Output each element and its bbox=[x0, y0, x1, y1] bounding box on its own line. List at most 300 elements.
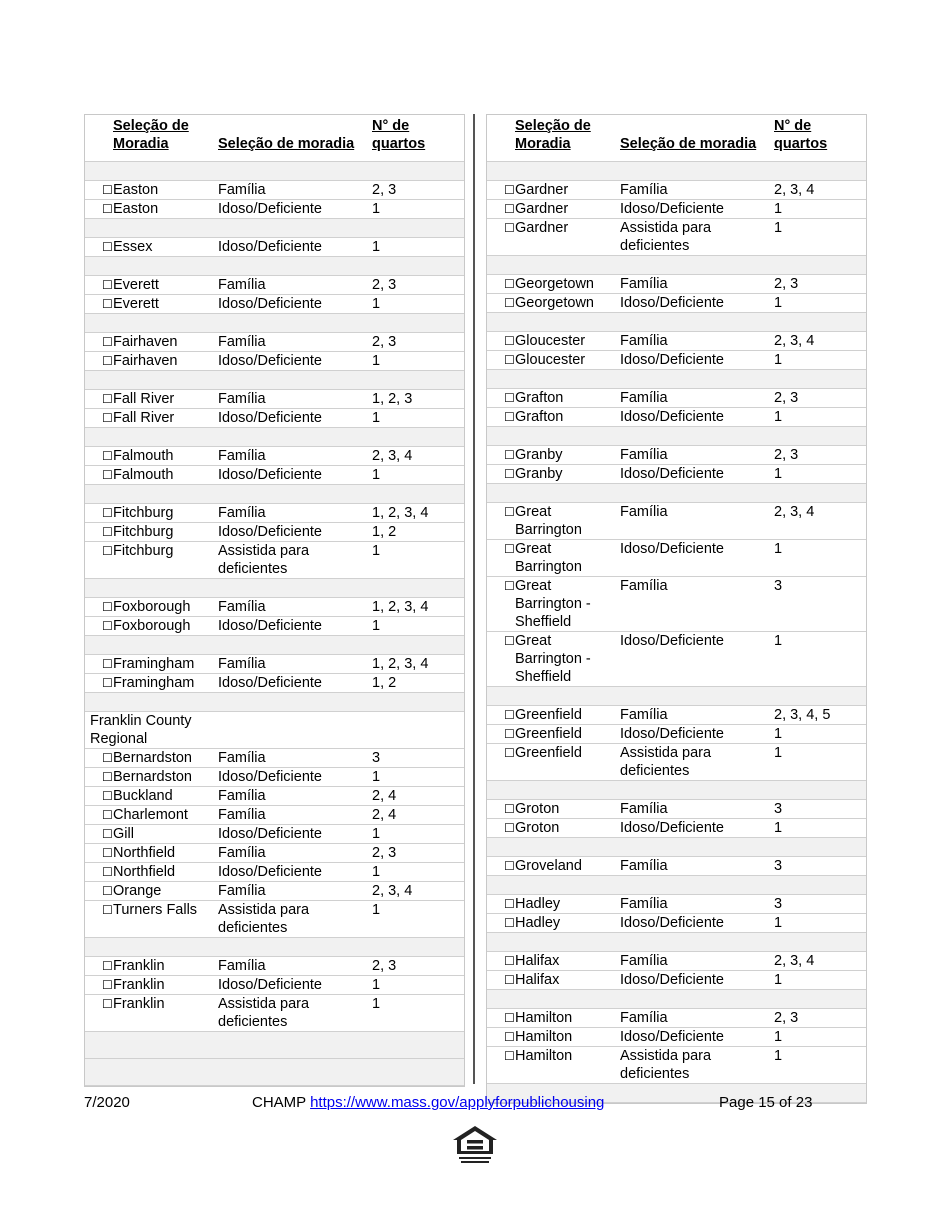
housing-type: Família bbox=[620, 389, 774, 408]
checkbox-icon[interactable]: ☐ bbox=[495, 503, 515, 540]
community-name: Groveland bbox=[515, 857, 620, 876]
bedroom-count: 1, 2 bbox=[372, 523, 464, 542]
bedroom-count: 3 bbox=[774, 577, 866, 632]
checkbox-icon[interactable]: ☐ bbox=[93, 882, 113, 901]
checkbox-icon[interactable]: ☐ bbox=[93, 200, 113, 219]
group-separator bbox=[487, 838, 866, 857]
bedroom-count: 2, 3, 4 bbox=[774, 503, 866, 540]
checkbox-icon[interactable]: ☐ bbox=[93, 976, 113, 995]
bedroom-count: 1 bbox=[372, 768, 464, 787]
header-housing: Seleção de moradia bbox=[620, 115, 774, 162]
housing-type: Família bbox=[620, 577, 774, 632]
housing-type: Idoso/Deficiente bbox=[218, 768, 372, 787]
checkbox-icon[interactable]: ☐ bbox=[93, 390, 113, 409]
table-row bbox=[487, 971, 866, 990]
checkbox-icon[interactable]: ☐ bbox=[495, 819, 515, 838]
community-name: Foxborough bbox=[113, 598, 218, 617]
housing-type: Família bbox=[620, 952, 774, 971]
bedroom-count: 2, 3 bbox=[372, 181, 464, 200]
group-separator bbox=[487, 687, 866, 706]
table-row bbox=[487, 895, 866, 914]
community-name: Gloucester bbox=[515, 351, 620, 370]
community-name: Gardner bbox=[515, 200, 620, 219]
table-row bbox=[85, 901, 464, 938]
community-name: Falmouth bbox=[113, 466, 218, 485]
group-separator bbox=[487, 876, 866, 895]
checkbox-icon[interactable]: ☐ bbox=[495, 952, 515, 971]
bedroom-count: 1 bbox=[774, 219, 866, 256]
checkbox-icon[interactable]: ☐ bbox=[93, 957, 113, 976]
table-row bbox=[85, 523, 464, 542]
bedroom-count: 1 bbox=[774, 540, 866, 577]
bedroom-count: 2, 3 bbox=[774, 389, 866, 408]
group-separator bbox=[487, 370, 866, 389]
table-row bbox=[487, 1047, 866, 1084]
column-divider bbox=[473, 114, 475, 1084]
housing-type: Família bbox=[620, 275, 774, 294]
community-name: Fall River bbox=[113, 409, 218, 428]
checkbox-icon[interactable]: ☐ bbox=[495, 389, 515, 408]
checkbox-icon[interactable]: ☐ bbox=[495, 540, 515, 577]
bedroom-count: 1 bbox=[372, 200, 464, 219]
group-separator bbox=[85, 314, 464, 333]
bedroom-count: 1 bbox=[372, 466, 464, 485]
footer-page-number: Page 15 of 23 bbox=[719, 1094, 813, 1111]
group-separator bbox=[85, 257, 464, 276]
bedroom-count: 1 bbox=[372, 238, 464, 257]
community-name: Hadley bbox=[515, 895, 620, 914]
housing-type: Assistida para deficientes bbox=[218, 542, 372, 579]
bedroom-count: 1 bbox=[774, 1028, 866, 1047]
housing-type: Família bbox=[218, 749, 372, 768]
table-row bbox=[85, 466, 464, 485]
checkbox-icon[interactable]: ☐ bbox=[93, 825, 113, 844]
region-label: Franklin County Regional bbox=[85, 712, 372, 749]
group-separator bbox=[487, 933, 866, 952]
housing-type: Família bbox=[218, 598, 372, 617]
group-separator bbox=[85, 485, 464, 504]
checkbox-icon[interactable]: ☐ bbox=[93, 523, 113, 542]
group-separator bbox=[85, 162, 464, 181]
community-name: Groton bbox=[515, 819, 620, 838]
community-name: Greenfield bbox=[515, 706, 620, 725]
community-name: Essex bbox=[113, 238, 218, 257]
housing-type: Assistida para deficientes bbox=[218, 995, 372, 1032]
bedroom-count: 1 bbox=[774, 294, 866, 313]
housing-type: Idoso/Deficiente bbox=[620, 632, 774, 687]
bedroom-count: 1 bbox=[774, 408, 866, 427]
checkbox-icon[interactable]: ☐ bbox=[495, 706, 515, 725]
table-row bbox=[487, 914, 866, 933]
housing-type: Idoso/Deficiente bbox=[218, 295, 372, 314]
table-row bbox=[487, 465, 866, 484]
housing-type: Família bbox=[620, 181, 774, 200]
table-row bbox=[487, 351, 866, 370]
community-name: Greenfield bbox=[515, 744, 620, 781]
table-row bbox=[85, 447, 464, 466]
table-row bbox=[85, 674, 464, 693]
bedroom-count: 1 bbox=[774, 1047, 866, 1084]
bedroom-count: 3 bbox=[774, 857, 866, 876]
housing-type: Idoso/Deficiente bbox=[218, 976, 372, 995]
table-row bbox=[85, 352, 464, 371]
community-name: Hamilton bbox=[515, 1047, 620, 1084]
community-name: Hamilton bbox=[515, 1028, 620, 1047]
bedroom-count: 1 bbox=[372, 825, 464, 844]
table-row bbox=[85, 617, 464, 636]
checkbox-icon[interactable]: ☐ bbox=[495, 971, 515, 990]
housing-type: Idoso/Deficiente bbox=[620, 540, 774, 577]
table-row bbox=[85, 390, 464, 409]
table-row bbox=[487, 408, 866, 427]
group-separator bbox=[487, 781, 866, 800]
checkbox-icon[interactable]: ☐ bbox=[93, 181, 113, 200]
group-separator bbox=[487, 427, 866, 446]
table-row bbox=[85, 768, 464, 787]
housing-type: Idoso/Deficiente bbox=[218, 674, 372, 693]
bedroom-count: 1 bbox=[774, 819, 866, 838]
community-name: Bernardston bbox=[113, 768, 218, 787]
bedroom-count: 1, 2, 3, 4 bbox=[372, 598, 464, 617]
footer-date: 7/2020 bbox=[84, 1094, 130, 1111]
header-community: Seleção de Moradia bbox=[113, 115, 218, 162]
community-name: Franklin bbox=[113, 957, 218, 976]
community-name: Hadley bbox=[515, 914, 620, 933]
footer-url-link[interactable]: https://www.mass.gov/applyforpublichousing bbox=[310, 1094, 605, 1111]
housing-type: Família bbox=[218, 787, 372, 806]
bedroom-count: 2, 3 bbox=[774, 1009, 866, 1028]
footer-champ bbox=[252, 1094, 604, 1111]
housing-type: Família bbox=[218, 276, 372, 295]
table-row bbox=[85, 542, 464, 579]
checkbox-icon[interactable]: ☐ bbox=[93, 276, 113, 295]
bedroom-count: 2, 3, 4 bbox=[774, 181, 866, 200]
bedroom-count: 2, 3, 4 bbox=[774, 952, 866, 971]
housing-type: Família bbox=[218, 957, 372, 976]
group-separator bbox=[487, 484, 866, 503]
bedroom-count: 1, 2 bbox=[372, 674, 464, 693]
checkbox-icon[interactable]: ☐ bbox=[93, 447, 113, 466]
housing-type: Família bbox=[218, 181, 372, 200]
community-name: Granby bbox=[515, 446, 620, 465]
community-name: Great Barrington - Sheffield bbox=[515, 577, 620, 632]
bedroom-count: 1 bbox=[774, 914, 866, 933]
checkbox-icon[interactable]: ☐ bbox=[495, 800, 515, 819]
equal-housing-opportunity-icon bbox=[451, 1124, 499, 1166]
table-row bbox=[85, 409, 464, 428]
table-row bbox=[487, 952, 866, 971]
checkbox-icon[interactable]: ☐ bbox=[93, 806, 113, 825]
housing-type: Idoso/Deficiente bbox=[620, 914, 774, 933]
table-row bbox=[487, 275, 866, 294]
community-name: Gill bbox=[113, 825, 218, 844]
bedroom-count: 2, 3, 4 bbox=[774, 332, 866, 351]
community-name: Groton bbox=[515, 800, 620, 819]
housing-type: Família bbox=[218, 806, 372, 825]
bedroom-count: 2, 3 bbox=[372, 957, 464, 976]
group-separator bbox=[85, 1059, 464, 1086]
community-name: Grafton bbox=[515, 408, 620, 427]
table-row bbox=[487, 800, 866, 819]
table-row bbox=[487, 744, 866, 781]
bedroom-count: 1 bbox=[372, 617, 464, 636]
table-row bbox=[487, 219, 866, 256]
checkbox-icon[interactable]: ☐ bbox=[495, 632, 515, 687]
checkbox-icon[interactable]: ☐ bbox=[93, 409, 113, 428]
checkbox-icon[interactable]: ☐ bbox=[495, 332, 515, 351]
bedroom-count: 1, 2, 3, 4 bbox=[372, 504, 464, 523]
checkbox-icon[interactable]: ☐ bbox=[93, 749, 113, 768]
community-name: Fitchburg bbox=[113, 523, 218, 542]
checkbox-icon[interactable]: ☐ bbox=[495, 1009, 515, 1028]
checkbox-icon[interactable]: ☐ bbox=[93, 542, 113, 579]
community-name: Halifax bbox=[515, 952, 620, 971]
group-separator bbox=[487, 313, 866, 332]
housing-type: Família bbox=[218, 844, 372, 863]
bedroom-count: 1 bbox=[372, 863, 464, 882]
table-row bbox=[487, 632, 866, 687]
checkbox-icon[interactable]: ☐ bbox=[93, 995, 113, 1032]
checkbox-icon[interactable]: ☐ bbox=[495, 725, 515, 744]
housing-type: Assistida para deficientes bbox=[620, 744, 774, 781]
housing-type: Idoso/Deficiente bbox=[218, 238, 372, 257]
housing-type: Família bbox=[620, 332, 774, 351]
checkbox-icon[interactable]: ☐ bbox=[93, 238, 113, 257]
bedroom-count: 3 bbox=[774, 800, 866, 819]
housing-type: Idoso/Deficiente bbox=[620, 465, 774, 484]
group-separator bbox=[85, 371, 464, 390]
community-name: Great Barrington bbox=[515, 540, 620, 577]
housing-type: Idoso/Deficiente bbox=[218, 523, 372, 542]
community-name: Northfield bbox=[113, 863, 218, 882]
table-row bbox=[85, 655, 464, 674]
table-row bbox=[85, 276, 464, 295]
bedroom-count: 1 bbox=[372, 901, 464, 938]
community-name: Foxborough bbox=[113, 617, 218, 636]
bedroom-count: 1 bbox=[774, 351, 866, 370]
housing-type: Família bbox=[218, 504, 372, 523]
table-row bbox=[487, 1028, 866, 1047]
table-row bbox=[85, 844, 464, 863]
bedroom-count: 1 bbox=[372, 995, 464, 1032]
community-name: Turners Falls bbox=[113, 901, 218, 938]
community-name: Everett bbox=[113, 295, 218, 314]
housing-type: Idoso/Deficiente bbox=[620, 819, 774, 838]
bedroom-count: 2, 4 bbox=[372, 806, 464, 825]
bedroom-count: 1 bbox=[774, 971, 866, 990]
checkbox-icon[interactable]: ☐ bbox=[495, 465, 515, 484]
table-row bbox=[85, 882, 464, 901]
header-bedrooms: N° de quartos bbox=[774, 115, 866, 162]
housing-type: Idoso/Deficiente bbox=[218, 863, 372, 882]
community-name: Great Barrington - Sheffield bbox=[515, 632, 620, 687]
checkbox-icon[interactable]: ☐ bbox=[93, 295, 113, 314]
housing-type: Família bbox=[620, 503, 774, 540]
community-name: Buckland bbox=[113, 787, 218, 806]
bedroom-count: 2, 3 bbox=[372, 276, 464, 295]
checkbox-icon[interactable]: ☐ bbox=[495, 275, 515, 294]
housing-type: Idoso/Deficiente bbox=[620, 725, 774, 744]
housing-type: Família bbox=[218, 655, 372, 674]
community-name: Hamilton bbox=[515, 1009, 620, 1028]
housing-type: Família bbox=[620, 857, 774, 876]
community-name: Orange bbox=[113, 882, 218, 901]
bedroom-count: 2, 3 bbox=[774, 275, 866, 294]
community-name: Northfield bbox=[113, 844, 218, 863]
checkbox-icon[interactable]: ☐ bbox=[495, 857, 515, 876]
community-name: Easton bbox=[113, 200, 218, 219]
checkbox-icon[interactable]: ☐ bbox=[93, 768, 113, 787]
community-name: Greenfield bbox=[515, 725, 620, 744]
housing-type: Família bbox=[218, 390, 372, 409]
group-separator bbox=[85, 938, 464, 957]
housing-type: Família bbox=[620, 895, 774, 914]
community-name: Georgetown bbox=[515, 275, 620, 294]
table-row bbox=[85, 598, 464, 617]
housing-type: Idoso/Deficiente bbox=[620, 200, 774, 219]
community-name: Easton bbox=[113, 181, 218, 200]
checkbox-icon[interactable]: ☐ bbox=[93, 617, 113, 636]
checkbox-icon[interactable]: ☐ bbox=[93, 352, 113, 371]
table-row bbox=[487, 725, 866, 744]
table-row bbox=[85, 957, 464, 976]
table-row bbox=[85, 504, 464, 523]
bedroom-count: 2, 4 bbox=[372, 787, 464, 806]
checkbox-icon[interactable]: ☐ bbox=[93, 598, 113, 617]
housing-type: Assistida para deficientes bbox=[620, 1047, 774, 1084]
community-name: Bernardston bbox=[113, 749, 218, 768]
table-row bbox=[487, 446, 866, 465]
table-row bbox=[487, 389, 866, 408]
checkbox-icon[interactable]: ☐ bbox=[495, 744, 515, 781]
checkbox-icon[interactable]: ☐ bbox=[495, 914, 515, 933]
table-row bbox=[487, 332, 866, 351]
checkbox-icon[interactable]: ☐ bbox=[93, 901, 113, 938]
housing-type: Família bbox=[620, 1009, 774, 1028]
checkbox-icon[interactable]: ☐ bbox=[495, 181, 515, 200]
bedroom-count: 3 bbox=[372, 749, 464, 768]
housing-type: Idoso/Deficiente bbox=[218, 409, 372, 428]
bedroom-count: 2, 3, 4 bbox=[372, 882, 464, 901]
community-name: Franklin bbox=[113, 995, 218, 1032]
community-name: Fairhaven bbox=[113, 333, 218, 352]
checkbox-icon[interactable]: ☐ bbox=[93, 504, 113, 523]
community-name: Fairhaven bbox=[113, 352, 218, 371]
community-name: Everett bbox=[113, 276, 218, 295]
checkbox-icon[interactable]: ☐ bbox=[93, 333, 113, 352]
bedroom-count: 1, 2, 3 bbox=[372, 390, 464, 409]
checkbox-icon[interactable]: ☐ bbox=[495, 294, 515, 313]
community-name: Granby bbox=[515, 465, 620, 484]
checkbox-icon[interactable]: ☐ bbox=[495, 446, 515, 465]
bedroom-count: 1 bbox=[372, 295, 464, 314]
table-row bbox=[85, 825, 464, 844]
table-row bbox=[487, 706, 866, 725]
table-row bbox=[85, 181, 464, 200]
table-row bbox=[85, 333, 464, 352]
housing-type: Família bbox=[218, 882, 372, 901]
group-separator bbox=[85, 1032, 464, 1059]
checkbox-icon[interactable]: ☐ bbox=[93, 466, 113, 485]
table-row bbox=[85, 863, 464, 882]
group-separator bbox=[85, 636, 464, 655]
checkbox-icon[interactable]: ☐ bbox=[93, 674, 113, 693]
checkbox-icon[interactable]: ☐ bbox=[93, 863, 113, 882]
bedroom-count: 1 bbox=[774, 725, 866, 744]
community-name: Charlemont bbox=[113, 806, 218, 825]
bedroom-count: 2, 3 bbox=[774, 446, 866, 465]
community-name: Grafton bbox=[515, 389, 620, 408]
group-separator bbox=[85, 579, 464, 598]
table-row bbox=[487, 294, 866, 313]
bedroom-count: 1 bbox=[774, 744, 866, 781]
bedroom-count: 2, 3 bbox=[372, 333, 464, 352]
bedroom-count: 1 bbox=[774, 465, 866, 484]
table-row bbox=[85, 200, 464, 219]
housing-type: Idoso/Deficiente bbox=[218, 617, 372, 636]
bedroom-count: 1, 2, 3, 4 bbox=[372, 655, 464, 674]
housing-type: Família bbox=[620, 706, 774, 725]
housing-type: Idoso/Deficiente bbox=[218, 200, 372, 219]
checkbox-icon[interactable]: ☐ bbox=[495, 351, 515, 370]
bedroom-count: 1 bbox=[372, 976, 464, 995]
checkbox-icon[interactable]: ☐ bbox=[495, 200, 515, 219]
header-community: Seleção de Moradia bbox=[515, 115, 620, 162]
region-header bbox=[85, 712, 464, 749]
housing-type: Idoso/Deficiente bbox=[218, 466, 372, 485]
table-row bbox=[487, 857, 866, 876]
header-housing: Seleção de moradia bbox=[218, 115, 372, 162]
community-name: Georgetown bbox=[515, 294, 620, 313]
table-row bbox=[85, 806, 464, 825]
bedroom-count: 2, 3, 4 bbox=[372, 447, 464, 466]
checkbox-icon[interactable]: ☐ bbox=[93, 844, 113, 863]
housing-type: Família bbox=[218, 447, 372, 466]
housing-type: Assistida para deficientes bbox=[218, 901, 372, 938]
community-name: Falmouth bbox=[113, 447, 218, 466]
checkbox-icon[interactable]: ☐ bbox=[93, 655, 113, 674]
community-name: Gardner bbox=[515, 181, 620, 200]
housing-type: Família bbox=[620, 800, 774, 819]
checkbox-icon[interactable]: ☐ bbox=[495, 1047, 515, 1084]
group-separator bbox=[487, 162, 866, 181]
footer-champ-label: CHAMP bbox=[252, 1094, 306, 1111]
checkbox-icon[interactable]: ☐ bbox=[93, 787, 113, 806]
group-separator bbox=[487, 990, 866, 1009]
table-row bbox=[85, 995, 464, 1032]
bedroom-count: 1 bbox=[372, 409, 464, 428]
bedroom-count: 1 bbox=[774, 632, 866, 687]
table-row bbox=[487, 1009, 866, 1028]
housing-type: Assistida para deficientes bbox=[620, 219, 774, 256]
checkbox-icon[interactable]: ☐ bbox=[495, 895, 515, 914]
housing-type: Idoso/Deficiente bbox=[218, 352, 372, 371]
bedroom-count: 1 bbox=[372, 542, 464, 579]
checkbox-icon[interactable]: ☐ bbox=[495, 408, 515, 427]
bedroom-count: 2, 3, 4, 5 bbox=[774, 706, 866, 725]
table-row bbox=[487, 540, 866, 577]
table-row bbox=[85, 238, 464, 257]
group-separator bbox=[85, 219, 464, 238]
community-name: Fitchburg bbox=[113, 542, 218, 579]
table-row bbox=[487, 200, 866, 219]
checkbox-icon[interactable]: ☐ bbox=[495, 1028, 515, 1047]
bedroom-count: 1 bbox=[774, 200, 866, 219]
checkbox-icon[interactable]: ☐ bbox=[495, 219, 515, 256]
checkbox-icon[interactable]: ☐ bbox=[495, 577, 515, 632]
bedroom-count: 1 bbox=[372, 352, 464, 371]
community-name: Gloucester bbox=[515, 332, 620, 351]
